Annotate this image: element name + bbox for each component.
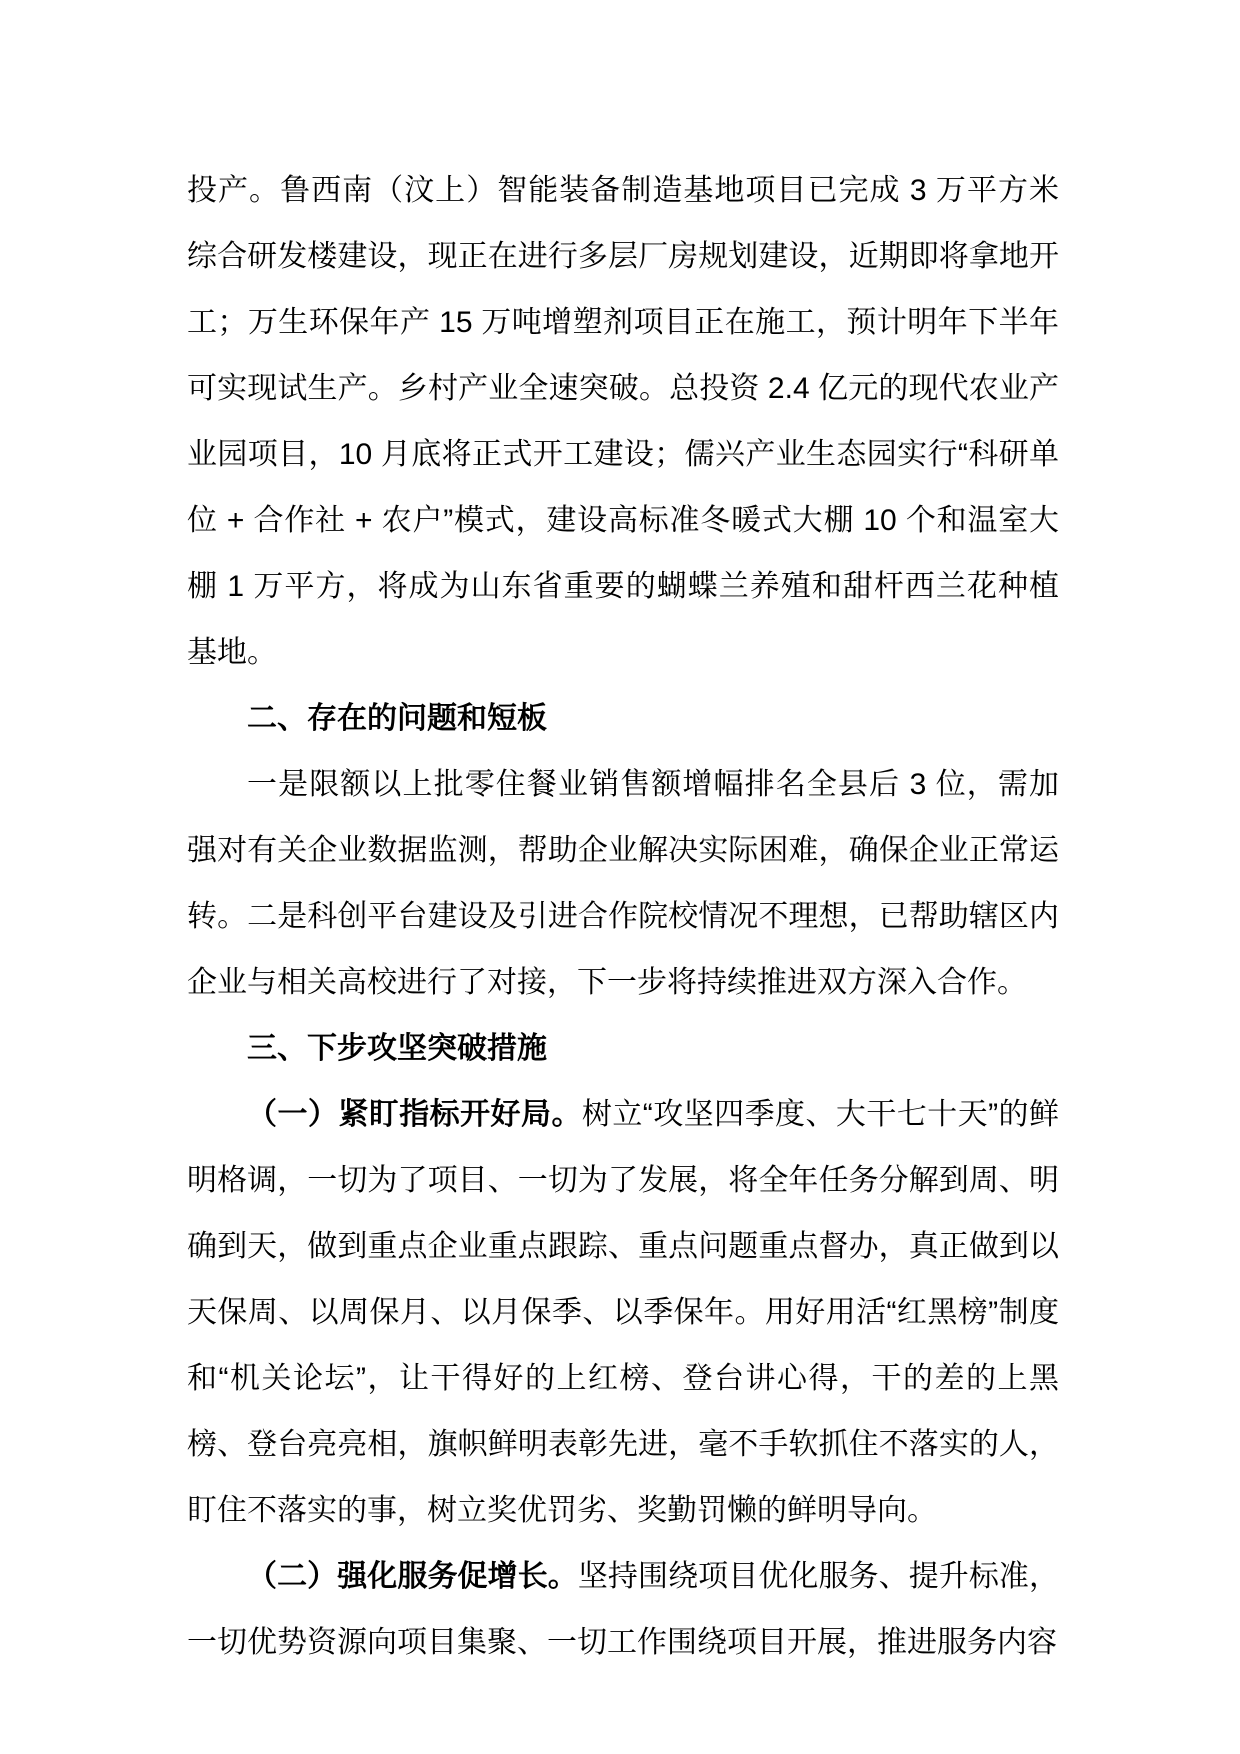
para-measure-2-service-segment-0: （二）强化服务促增长。 [247, 1560, 578, 1593]
para-measure-2-service [187, 1544, 1059, 1676]
heading-section-3-measures-segment-0: 三、下步攻坚突破措施 [247, 1032, 547, 1065]
document-body [187, 158, 1059, 1676]
heading-section-2-problems-segment-0: 二、存在的问题和短板 [247, 702, 547, 735]
para-project-progress-continuation [187, 158, 1059, 686]
heading-section-3-measures [187, 1016, 1059, 1082]
para-measure-1-targets [187, 1082, 1059, 1544]
heading-section-2-problems [187, 686, 1059, 752]
para-project-progress-continuation-segment-0: 投产。鲁西南（汶上）智能装备制造基地项目已完成 3 万平方米综合研发楼建设，现正在进行多层厂房规划建设，近期即将拿地开工；万生环保年产 15 万吨增塑剂项目正在施工，预计明年下半年可实现试生产。乡村产业全速突破。总投资 2.4 亿元的现代农业产业园项目，10 月底将正式开工建设；儒兴产业生态园实行“科研单位 + 合作社 + 农户”模式，建设高标准冬暖式大棚 10 个和温室大棚 1 万平方，将成为山东省重要的蝴蝶兰养殖和甜杆西兰花种植基地。 [187, 174, 1059, 669]
para-measure-1-targets-segment-1: 树立“攻坚四季度、大干七十天”的鲜明格调，一切为了项目、一切为了发展，将全年任务分解到周、明确到天，做到重点企业重点跟踪、重点问题重点督办，真正做到以天保周、以周保月、以月保季、以季保年。用好用活“红黑榜”制度和“机关论坛”，让干得好的上红榜、登台讲心得，干的差的上黑榜、登台亮亮相，旗帜鲜明表彰先进，毫不手软抓住不落实的人，盯住不落实的事，树立奖优罚劣、奖勤罚懒的鲜明导向。 [187, 1098, 1060, 1527]
para-measure-1-targets-segment-0: （一）紧盯指标开好局。 [247, 1098, 582, 1131]
para-problems-detail [187, 752, 1059, 1016]
para-measure-2-service-segment-1: 坚持围绕项目优化服务、提升标准，一切优势资源向项目集聚、一切工作围绕项目开展，推进服务内容 [187, 1560, 1060, 1659]
para-problems-detail-segment-0: 一是限额以上批零住餐业销售额增幅排名全县后 3 位，需加强对有关企业数据监测，帮助企业解决实际困难，确保企业正常运转。二是科创平台建设及引进合作院校情况不理想，已帮助辖区内企业与相关高校进行了对接，下一步将持续推进双方深入合作。 [187, 768, 1059, 999]
